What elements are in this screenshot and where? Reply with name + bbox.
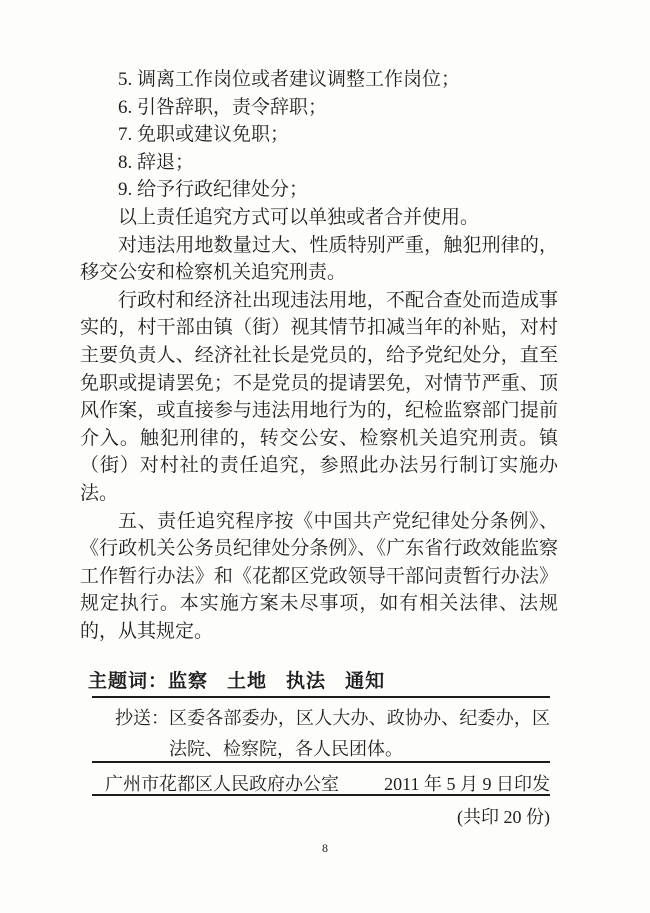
page-number: 8 [322,841,328,855]
list-item: 9. 给予行政纪律处分； [118,179,309,201]
list-item: 5. 调离工作岗位或者建议调整工作岗位； [118,69,461,90]
cc-row [115,703,550,764]
divider-line [92,696,550,698]
subject-keyword: 通知 [345,671,386,692]
list-item: 8. 辞退； [118,151,195,173]
paragraph: 行政村和经济社出现违法用地，不配合查处而造成事实的，村干部由镇（街）视其情节扣减当年的补贴，对村主要负责人、经济社社长是党员的，给予党纪处分，直至免职或提请罢免；不是党员的提请罢免，对情节严重、顶风作案，或直接参与违法用地行为的，纪检监察部门提前介入。触犯刑律的，转交公安、检察机关追究刑责。镇（街）对村社的责任追究，参照此办法另行制订实施办法。 [80,289,558,504]
print-date: 2011 年 5 月 9 日印发 [384,774,550,794]
paragraph: 以上责任追究方式可以单独或者合并使用。 [118,206,480,228]
paragraph: 五、责任追究程序按《中国共产党纪律处分条例》、《行政机关公务员纪律处分条例》、《广东省行政效能监察工作暂行办法》和《花都区党政领导干部问责暂行办法》规定执行。本实施方案未尽事项，如有相关法律、法规的，从其规定。 [80,510,558,642]
subject-keyword: 执法 [286,671,327,692]
subject-label: 主题词： [88,671,169,692]
divider-line [92,794,550,796]
list-item: 7. 免职或建议免职； [118,124,290,146]
subject-keywords-row [88,666,550,693]
cc-text: 区委各部委办，区人大办、政协办、纪委办，区法院、检察院，各人民团体。 [169,708,550,759]
paragraph: 对违法用地数量过大、性质特别严重，触犯刑律的，移交公安和检察机关追究刑责。 [80,234,558,284]
issuer-row [105,770,550,796]
list-item: 6. 引咎辞职，责令辞职； [118,96,328,118]
copies-note: (共印 20 份) [457,807,550,827]
cc-label: 抄送： [115,708,169,728]
document-body [80,66,558,645]
divider-line [92,761,550,763]
issuer-office: 广州市花都区人民政府办公室 [105,774,339,794]
subject-keyword: 土地 [227,671,268,692]
subject-keyword: 监察 [168,671,209,692]
